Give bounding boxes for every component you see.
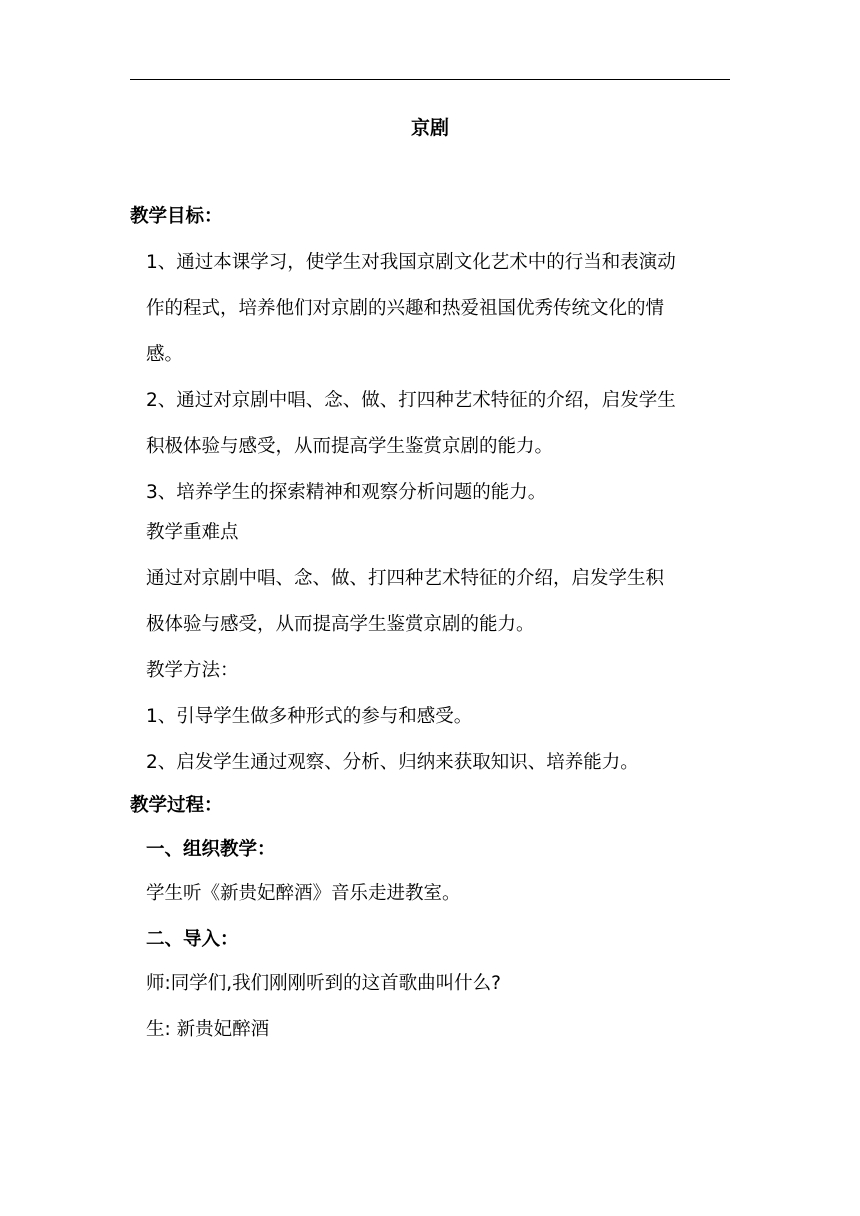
text-line: 3、培养学生的探索精神和观察分析问题的能力。 xyxy=(146,482,547,503)
section-heading-key-points: 教学重难点 xyxy=(146,522,239,543)
text-line: 2、通过对京剧中唱、念、做、打四种艺术特征的介绍，启发学生 xyxy=(146,390,676,411)
text-line: 2、启发学生通过观察、分析、归纳来获取知识、培养能力。 xyxy=(146,752,639,773)
text-line: 感。 xyxy=(146,344,184,365)
text-line: 积极体验与感受，从而提高学生鉴赏京剧的能力。 xyxy=(146,436,554,457)
text-line: 通过对京剧中唱、念、做、打四种艺术特征的介绍，启发学生积 xyxy=(146,568,665,589)
header-rule xyxy=(130,79,730,80)
section-heading-process: 教学过程： xyxy=(130,795,223,816)
text-line: 1、通过本课学习，使学生对我国京剧文化艺术中的行当和表演动 xyxy=(146,252,676,273)
document-title: 京剧 xyxy=(410,117,449,139)
text-line: 1、引导学生做多种形式的参与和感受。 xyxy=(146,706,473,727)
subsection-heading-intro: 二、导入： xyxy=(146,929,239,950)
text-line: 师:同学们,我们刚刚听到的这首歌曲叫什么? xyxy=(146,973,501,994)
subsection-heading-organize: 一、组织教学： xyxy=(146,839,276,860)
section-heading-objectives: 教学目标： xyxy=(130,206,223,227)
text-line: 极体验与感受，从而提高学生鉴赏京剧的能力。 xyxy=(146,614,535,635)
text-line: 生: 新贵妃醉酒 xyxy=(146,1019,270,1040)
text-line: 学生听《新贵妃醉酒》音乐走进教室。 xyxy=(146,883,461,904)
text-line: 作的程式，培养他们对京剧的兴趣和热爱祖国优秀传统文化的情 xyxy=(146,298,665,319)
section-heading-methods: 教学方法： xyxy=(146,660,239,681)
